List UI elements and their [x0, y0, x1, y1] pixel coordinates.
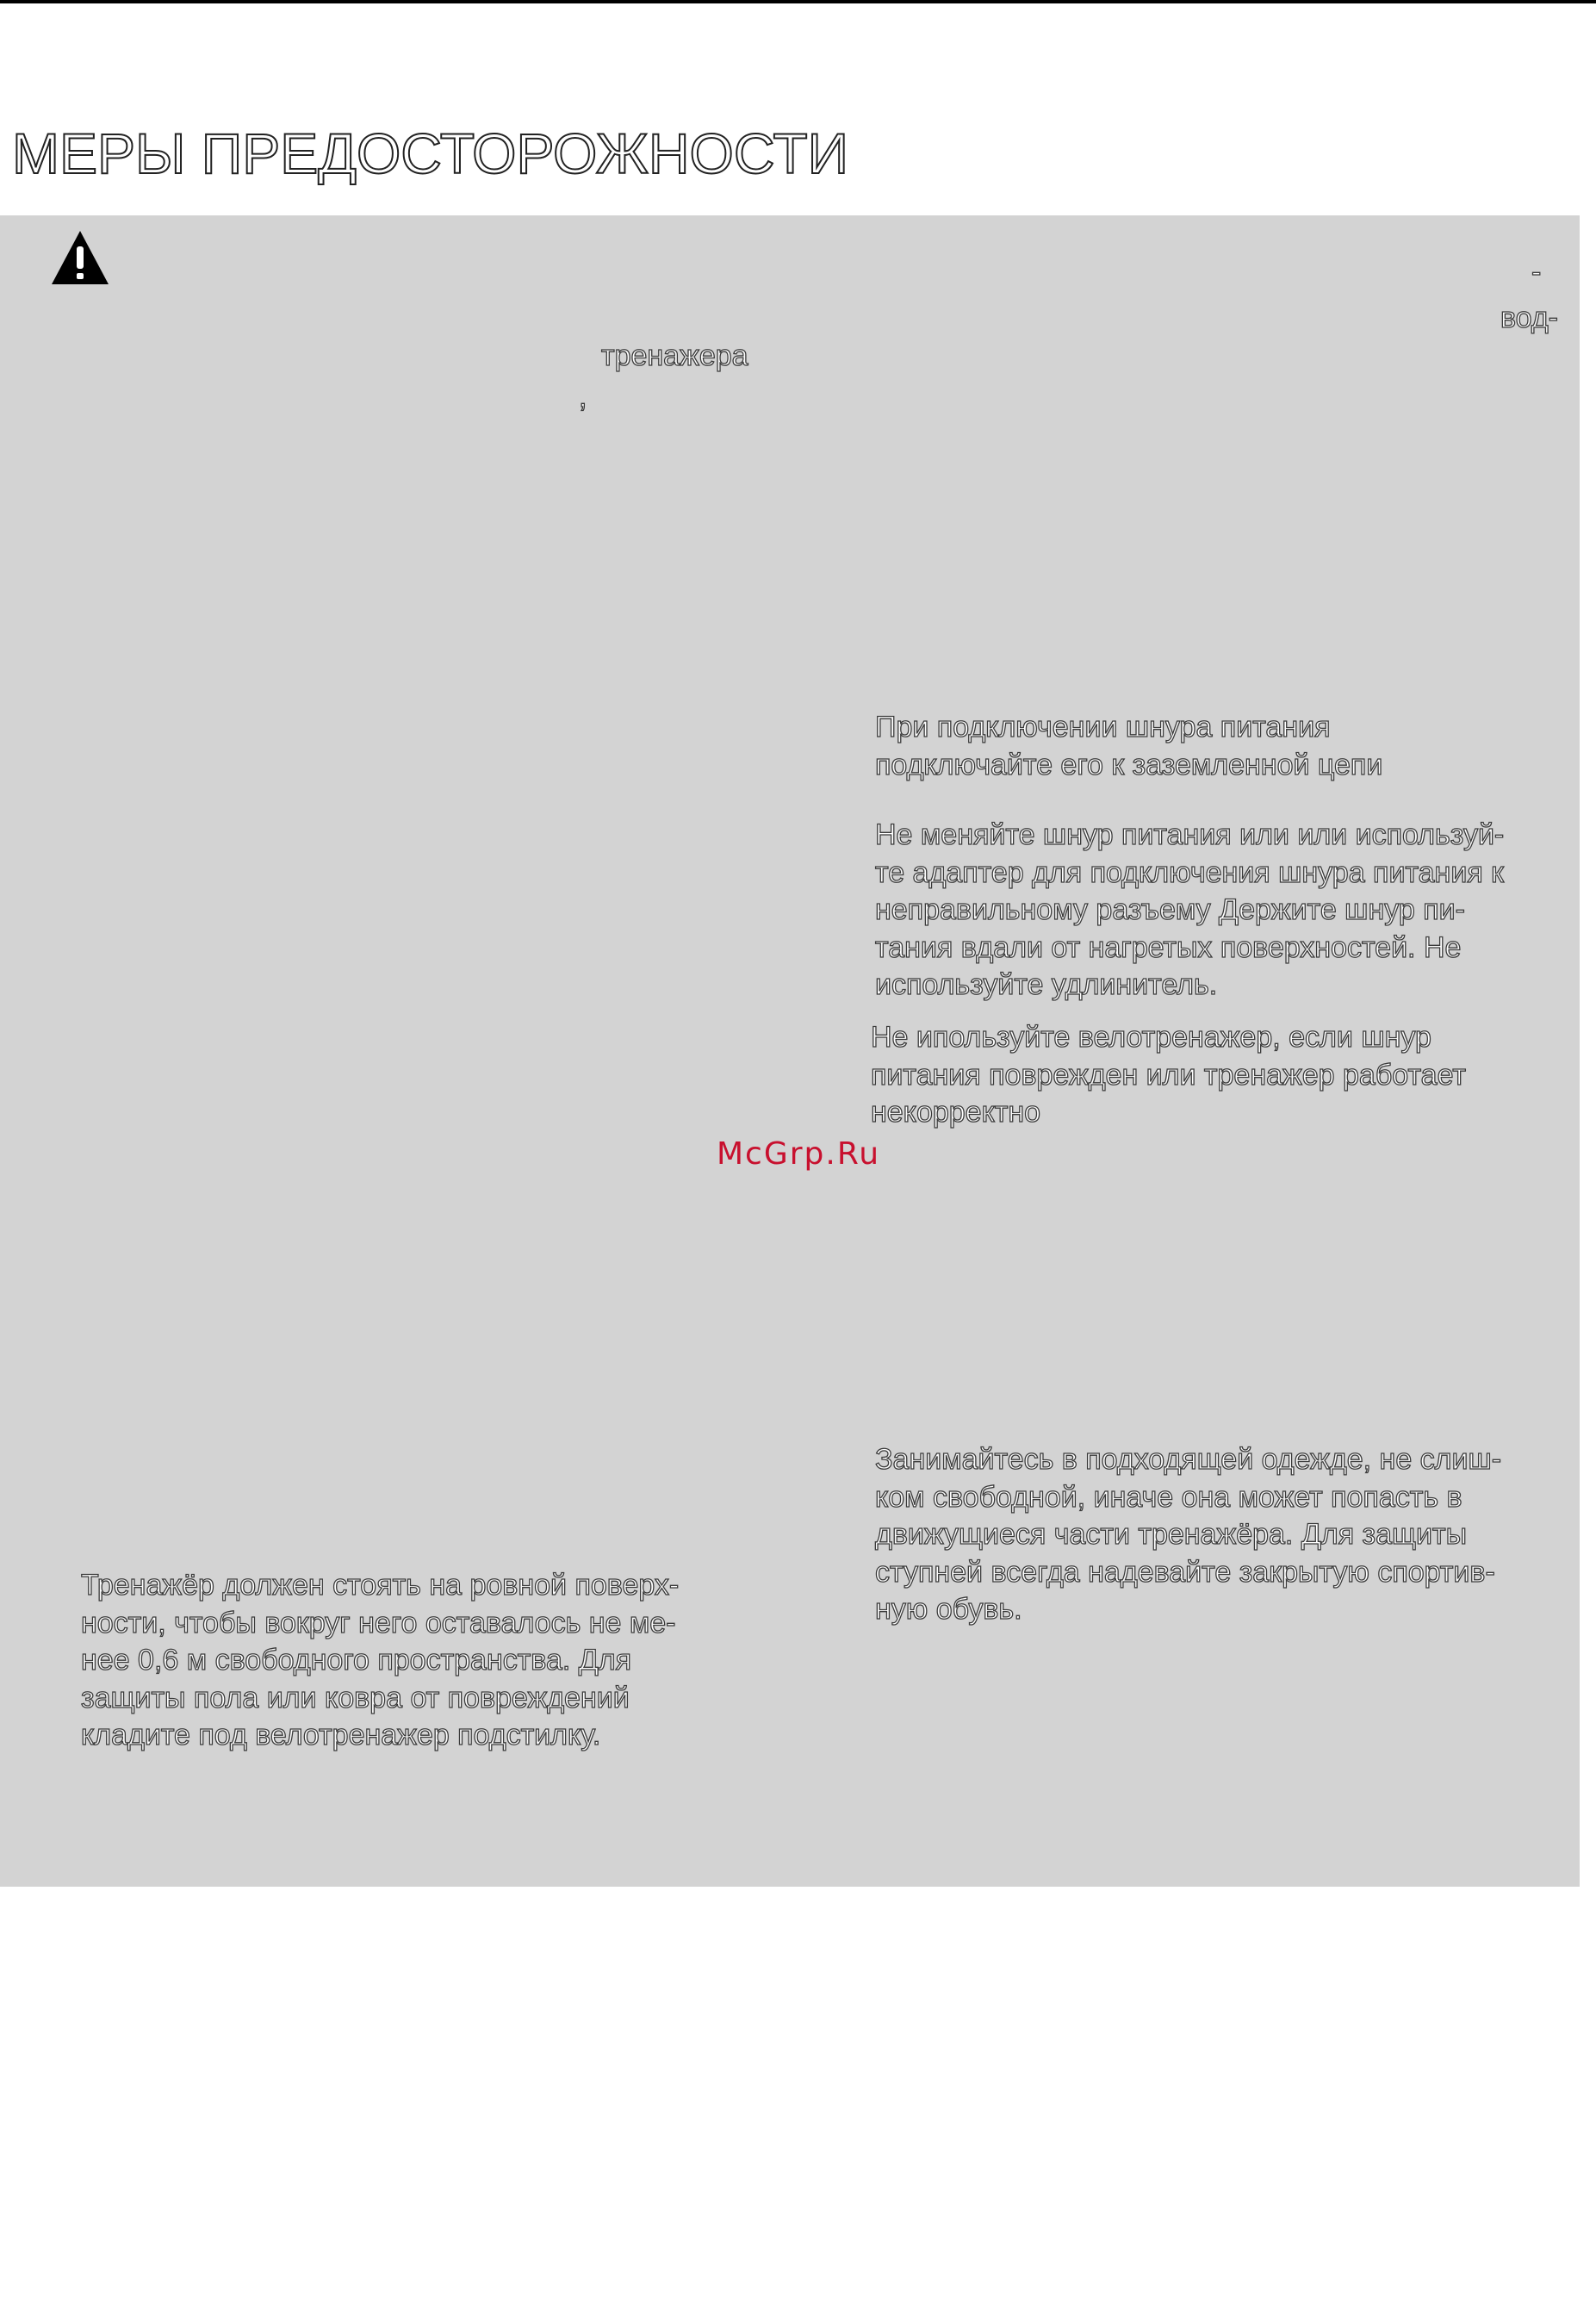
paragraph-line: питания поврежден или тренажер работает [871, 1058, 1466, 1092]
paragraph-line: используйте удлинитель. [875, 968, 1218, 1001]
paragraph-line: некорректно [871, 1096, 1041, 1129]
word-fragment-trenazhera: тренажера [601, 339, 748, 372]
clothing-paragraph [875, 1441, 1501, 1629]
comma-fragment: , [579, 381, 587, 414]
top-rule [0, 0, 1596, 3]
word-fragment-vod: вод- [1500, 302, 1559, 334]
damaged-cord-paragraph [871, 1019, 1466, 1132]
paragraph-line: неправильному разъему Держите шнур пи- [875, 893, 1465, 926]
paragraph-line: движущиеся части тренажёра. Для защиты [875, 1518, 1468, 1551]
paragraph-line: ную обувь. [875, 1593, 1022, 1626]
hyphen-fragment: - [1531, 256, 1542, 289]
paragraph-line: защиты пола или ковра от повреждений [81, 1681, 630, 1714]
paragraph-line: Не меняйте шнур питания или или используй- [875, 818, 1505, 851]
floor-placement-paragraph [81, 1567, 679, 1755]
paragraph-line: подключайте его к заземленной цепи [875, 748, 1383, 781]
paragraph-line: нее 0,6 м свободного пространства. Для [81, 1644, 632, 1676]
power-cord-paragraph [875, 817, 1504, 1005]
grounding-paragraph [875, 709, 1382, 784]
warning-triangle-icon [50, 229, 110, 286]
paragraph-line: Занимайтесь в подходящей одежде, не слиш- [875, 1443, 1502, 1476]
paragraph-line: ступней всегда надевайте закрытую спортив- [875, 1555, 1495, 1589]
page-title: МЕРЫ ПРЕДОСТОРОЖНОСТИ [12, 121, 849, 185]
paragraph-line: Тренажёр должен стоять на ровной поверх- [81, 1569, 680, 1602]
watermark-link[interactable]: McGrp.Ru [717, 1136, 881, 1172]
paragraph-line: ности, чтобы вокруг него оставалось не ме- [81, 1606, 676, 1639]
paragraph-line: те адаптер для подключения шнура питания к [875, 855, 1505, 889]
paragraph-line: При подключении шнура питания [875, 711, 1331, 743]
paragraph-line: тания вдали от нагретых поверхностей. Не [875, 930, 1462, 964]
paragraph-line: ком свободной, иначе она может попасть в [875, 1480, 1462, 1514]
paragraph-line: Не ипользуйте велотренажер, если шнур [871, 1021, 1431, 1054]
paragraph-line: кладите под велотренажер подстилку. [81, 1719, 601, 1751]
